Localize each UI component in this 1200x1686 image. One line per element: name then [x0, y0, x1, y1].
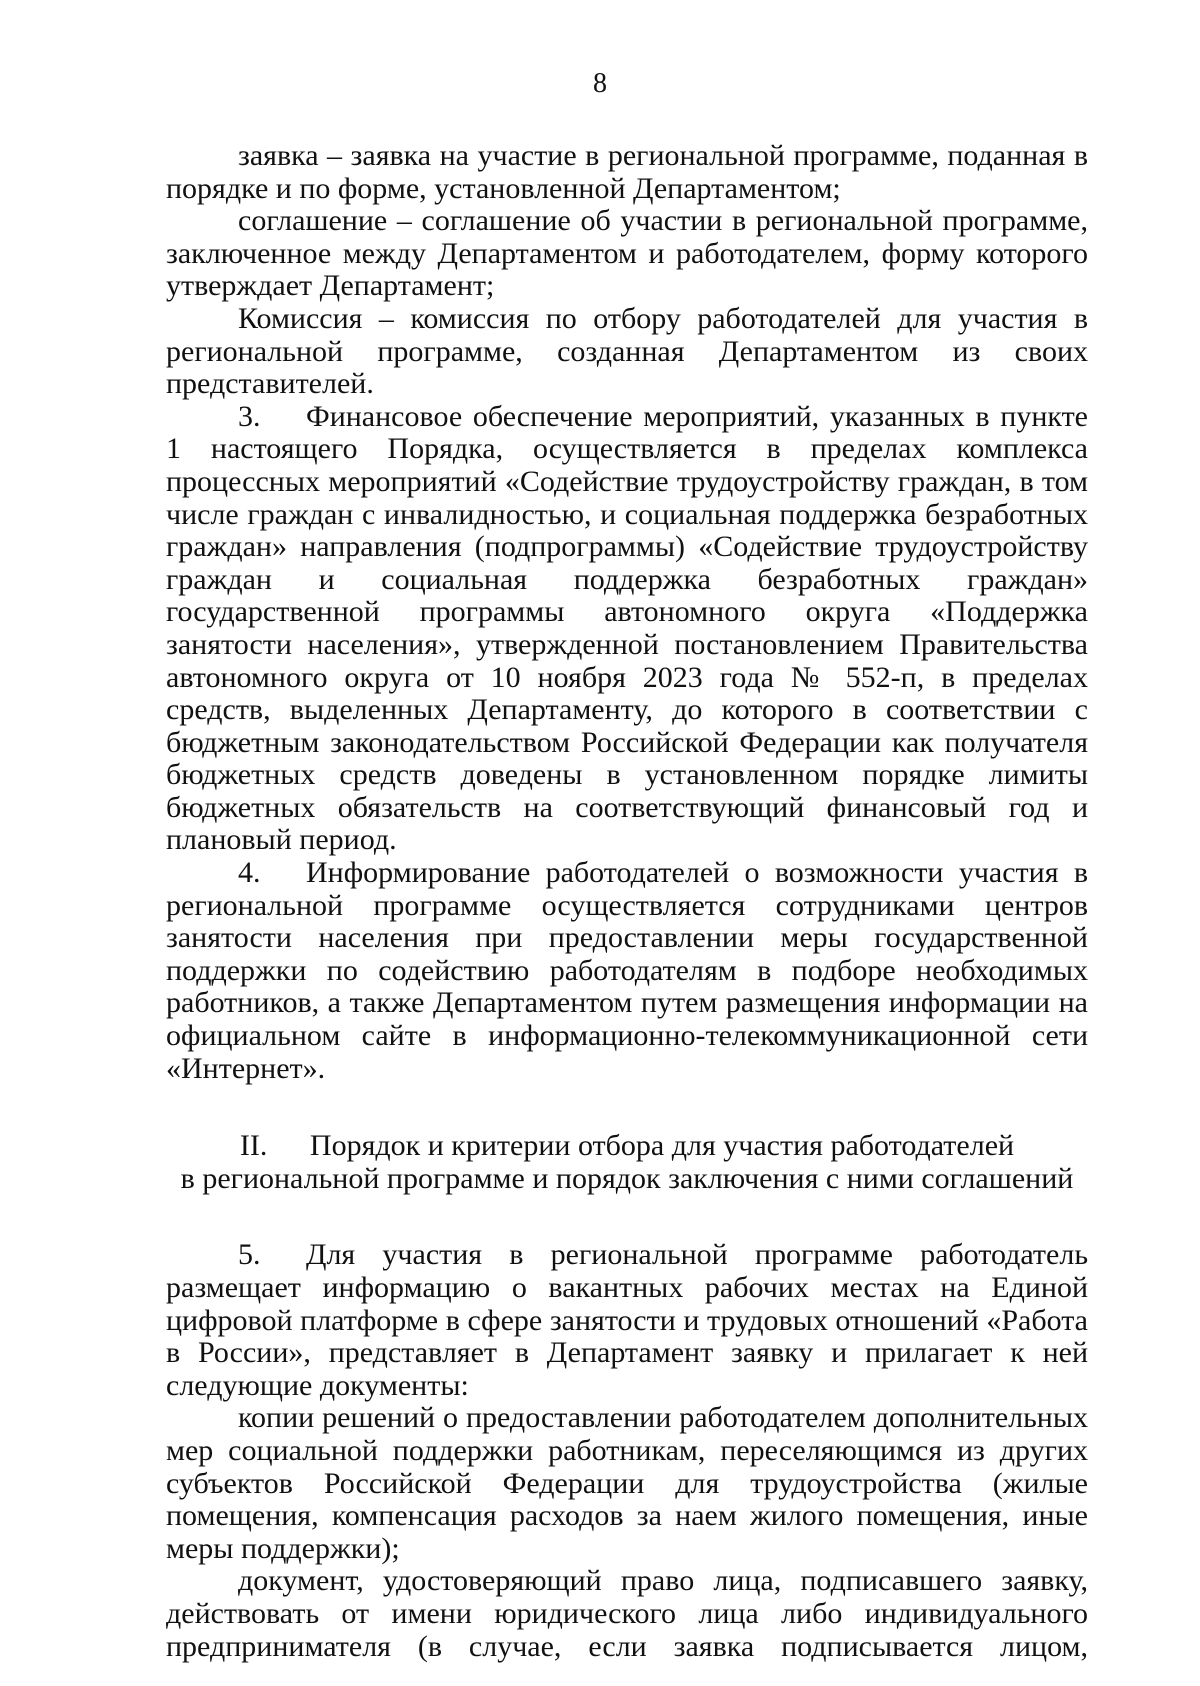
clause-text: Для участия в региональной программе работодатель размещает информацию о вакантных рабочих местах на Единой цифровой платформе в сфере занятости и трудовых отношений «Работа в России», представляет в Департамент заявку и прилагает к ней следующие документы: [166, 1238, 1088, 1402]
section-heading [166, 1130, 1088, 1195]
document-list-item-decisions: копии решений о предоставлении работодателем дополнительных мер социальной поддержки работникам, переселяющимся из других субъектов Российской Федерации для трудоустройства (жилые помещения, компенсация расходов за наем жилого помещения, иные меры поддержки); [166, 1401, 1088, 1565]
clause-text: Информирование работодателей о возможности участия в региональной программе осуществляется сотрудниками центров занятости населения при предоставлении меры государственной поддержки по содействию работодателям в подборе необходимых работников, а также Департаментом путем размещения информации на официальном сайте в информационно-телекоммуникационной сети «Интернет». [166, 856, 1088, 1085]
document-body [166, 140, 1088, 1663]
definition-commission: Комиссия – комиссия по отбору работодателей для участия в региональной программе, созданная Департаментом из своих представителей. [166, 301, 1088, 401]
clause-text: Финансовое обеспечение мероприятий, указанных в пункте 1 настоящего Порядка, осуществляется в пределах комплекса процессных мероприятий «Содействие трудоустройству граждан, в том числе граждан с инвалидностью, и социальная поддержка безработных граждан» направления (подпрограммы) «Содействие трудоустройству граждан и социальная поддержка безработных граждан» государственной программы автономного округа «Поддержка занятости населения», утвержденной постановлением Правительства автономного округа от 10 ноября 2023 года № 552-п, в пределах средств, выделенных Департаменту, до которого в соответствии с бюджетным законодательством Российской Федерации как получателя бюджетных средств доведены в установленном порядке лимиты бюджетных обязательств на соответствующий финансовый год и плановый период. [166, 399, 1088, 857]
clause-3 [166, 401, 1088, 857]
document-list-item-authority: документ, удостоверяющий право лица, подписавшего заявку, действовать от имени юридического лица либо индивидуального предпринимателя (в случае, если заявка подписывается лицом, [166, 1564, 1088, 1663]
clause-number: 3. [238, 399, 261, 433]
section-title-line-2: в региональной программе и порядок заключения с ними соглашений [180, 1161, 1074, 1195]
page-number: 8 [593, 68, 607, 99]
section-number: II. [239, 1129, 268, 1163]
clause-5 [166, 1239, 1088, 1402]
definition-application: заявка – заявка на участие в региональной программе, поданная в порядке и по форме, установленной Департаментом; [166, 139, 1088, 205]
clause-4 [166, 857, 1088, 1085]
clause-number: 5. [238, 1238, 261, 1272]
definition-agreement: соглашение – соглашение об участии в региональной программе, заключенное между Департаментом и работодателем, форму которого утверждает Департамент; [166, 204, 1088, 303]
section-title-line-1: II. Порядок и критерии отбора для участия работодателей [239, 1129, 1015, 1163]
clause-number: 4. [238, 856, 261, 890]
